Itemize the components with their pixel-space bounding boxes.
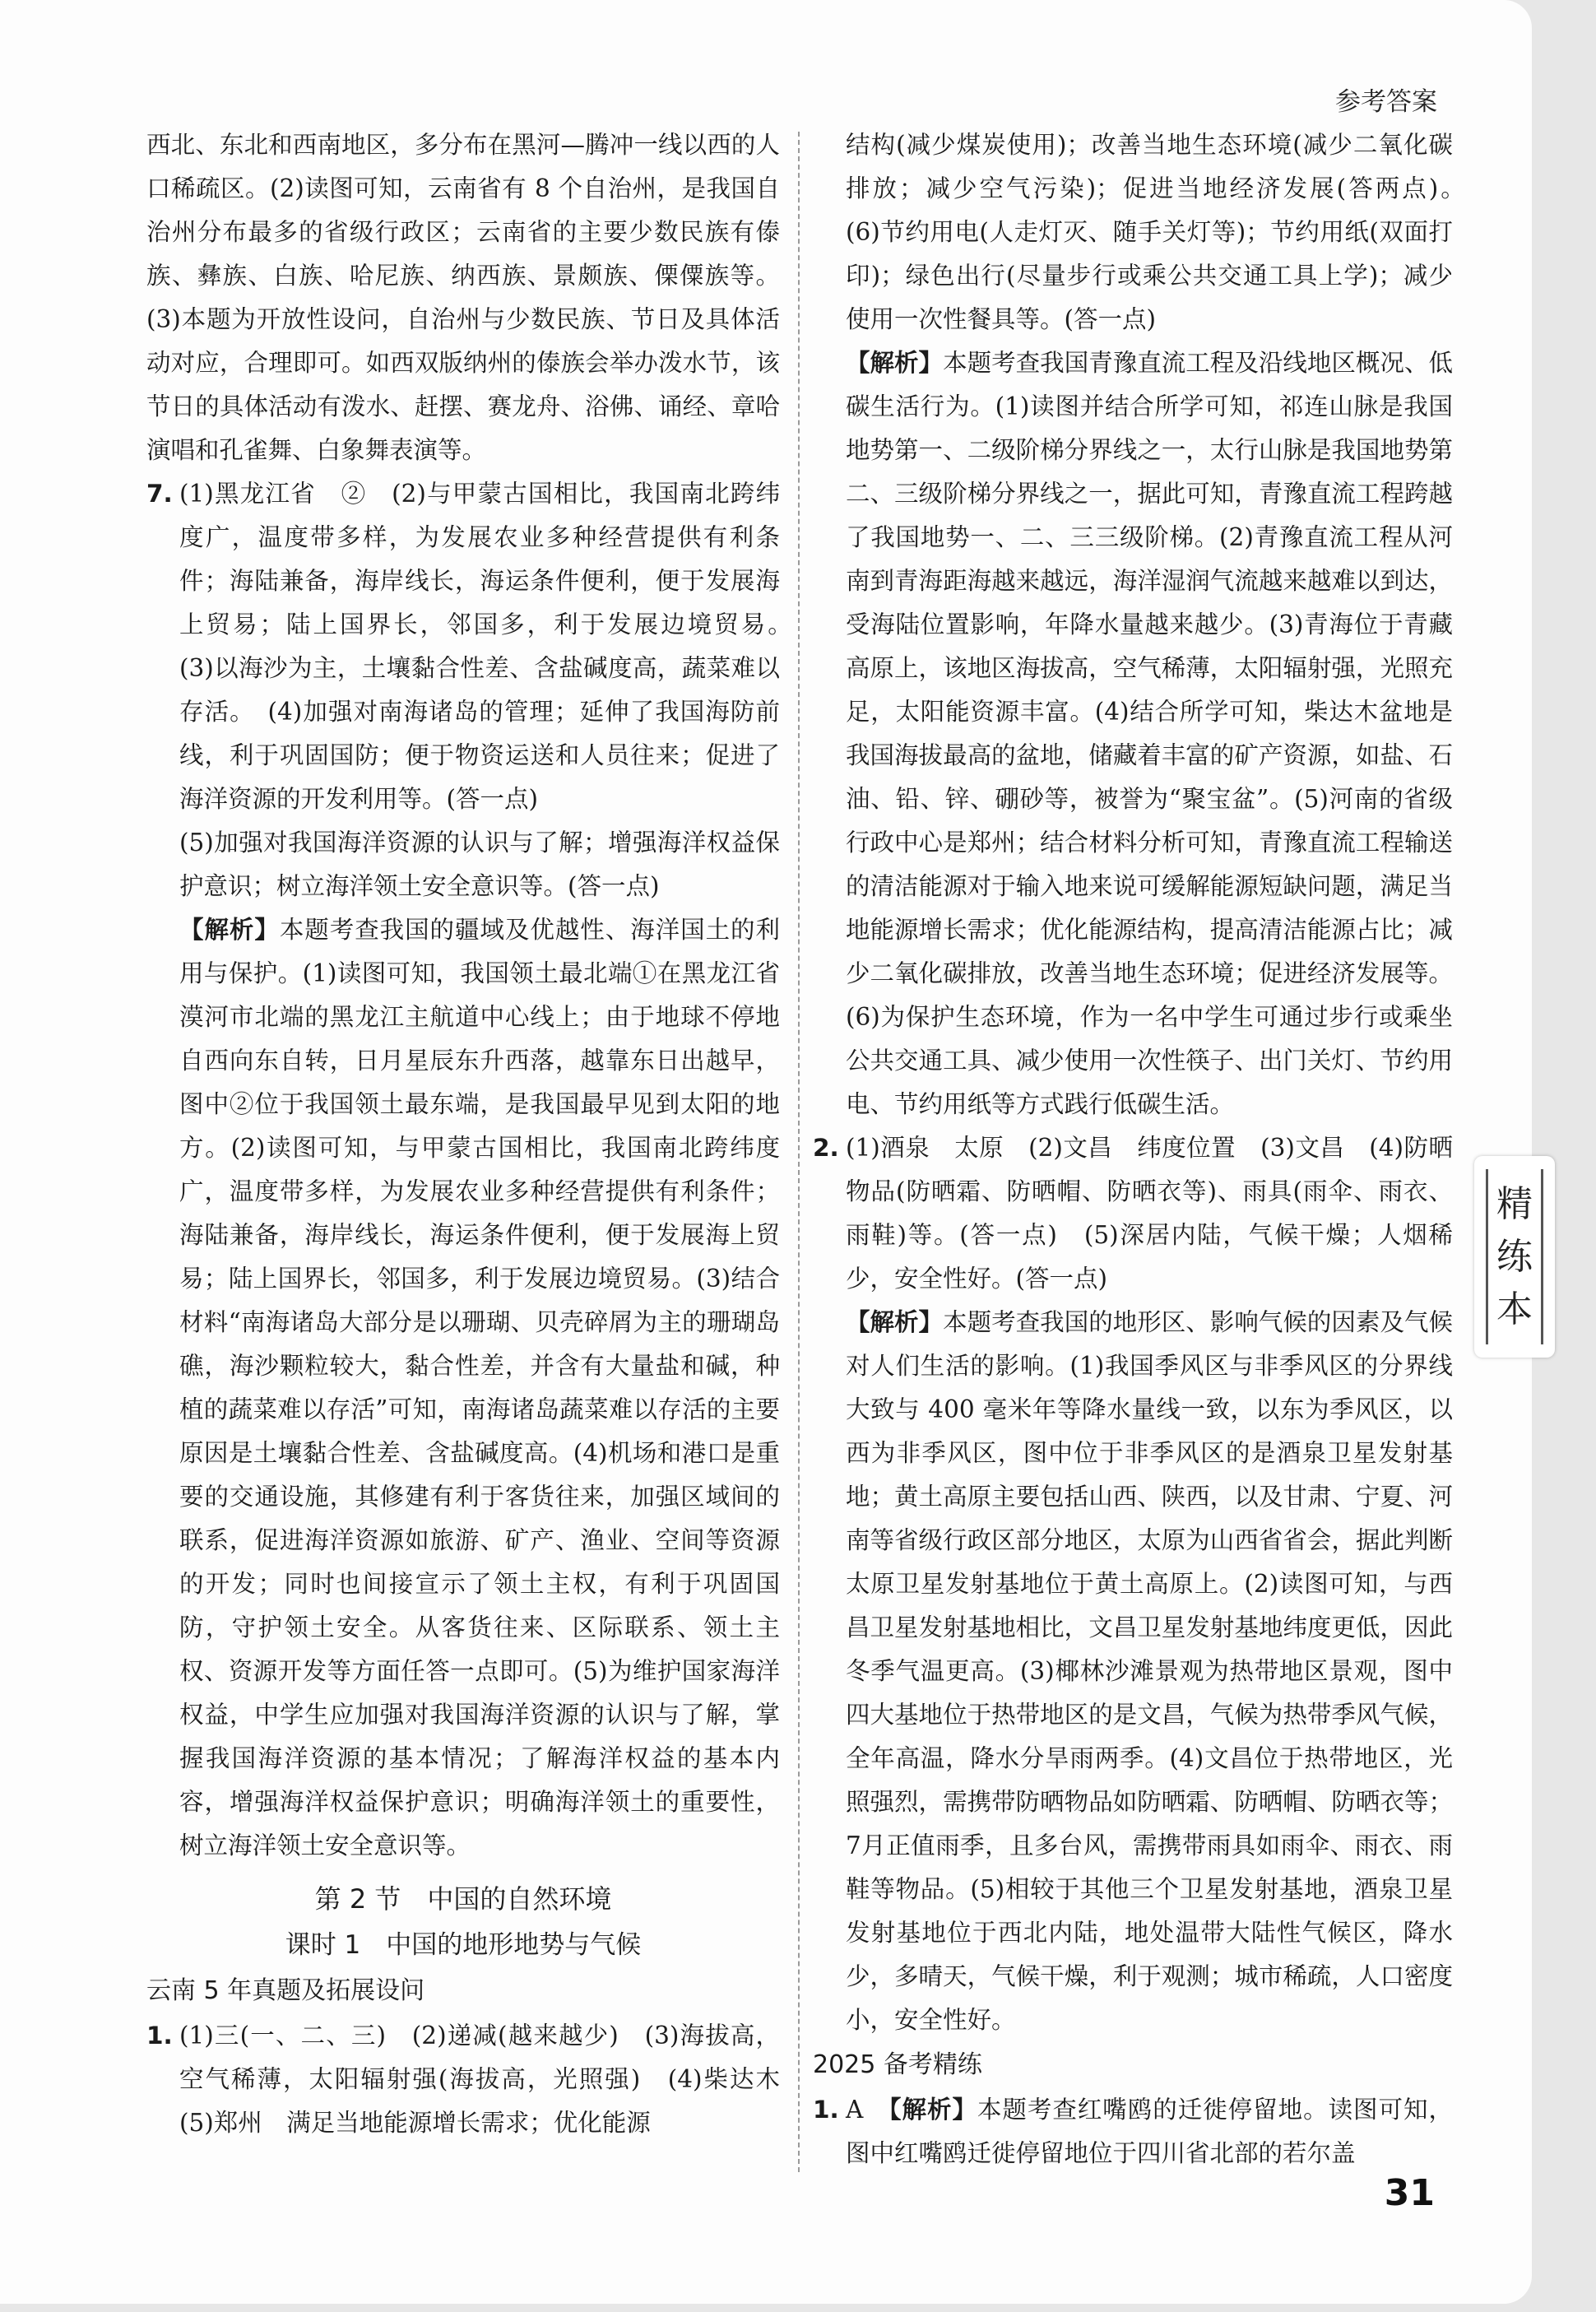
question-1 [146,2014,805,2145]
header-title: 参考答案 [1335,87,1437,117]
analysis-label: 【解析】 [846,349,944,377]
left-column [146,123,805,2145]
analysis-label: 【解析】 [888,2096,977,2124]
practice-question-1-number: 1. [813,2096,839,2124]
practice-question-1-analysis: 本题考查红嘴鸥的迁徙停留地。读图可知，图中红嘴鸥迁徙停留地位于四川省北部的若尔盖 [846,2096,1453,2167]
question-1-number: 1. [146,2022,173,2050]
left-continued-paragraph: 西北、东北和西南地区，多分布在黑河—腾冲一线以西的人口稀疏区。(2)读图可知，云南省有 8 个自治州，是我国自治州分布最多的省级行政区；云南省的主要少数民族有傣族、彝族、白族、哈尼族、纳西族、景颇族、傈僳族等。(3)本题为开放性设问，自治州与少数民族、节日及具体活动对应，合理即可。如西双版纳州的傣族会举办泼水节，该节日的具体活动有泼水、赶摆、赛龙舟、浴佛、诵经、章哈演唱和孔雀舞、白象舞表演等。 [146,131,780,464]
column-divider [798,132,800,2172]
practice-question-1 [813,2088,1453,2175]
question-7 [146,472,805,1868]
question-7-analysis: 本题考查我国的疆域及优越性、海洋国土的利用与保护。(1)读图可知，我国领土最北端①在黑龙江省漠河市北端的黑龙江主航道中心线上；由于地球不停地自西向东自转，日月星辰东升西落，越靠东日出越早，图中②位于我国领土最东端，是我国最早见到太阳的地方。(2)读图可知，与甲蒙古国相比，我国南北跨纬度广，温度带多样，为发展农业多种经营提供有利条件；海陆兼备，海岸线长，海运条件便利，便于发展海上贸易；陆上国界长，邻国多，利于发展边境贸易。(3)结合材料“南海诸岛大部分是以珊瑚、贝壳碎屑为主的珊瑚岛礁，海沙颗粒较大，黏合性差，并含有大量盐和碱，种植的蔬菜难以存活”可知，南海诸岛蔬菜难以存活的主要原因是土壤黏合性差、含盐碱度高。(4)机场和港口是重要的交通设施，其修建有利于客货往来，加强区域间的联系，促进海洋资源如旅游、矿产、渔业、空间等资源的开发；同时也间接宣示了领土主权，有利于巩固国防，守护领土安全。从客货往来、区际联系、领土主权、资源开发等方面任答一点即可。(5)为维护国家海洋权益，中学生应加强对我国海洋资源的认识与了解，掌握我国海洋资源的基本情况；了解海洋权益的基本内容，增强海洋权益保护意识；明确海洋领土的重要性，树立海洋领土安全意识等。 [179,916,780,1859]
question-1-answer: (1)三(一、二、三) (2)递减(越来越少) (3)海拔高，空气稀薄，太阳辐射强(海拔高，光照强) (4)柴达木 (5)郑州 满足当地能源增长需求；优化能源 [179,2022,805,2137]
side-tab-char-2: 练 [1496,1235,1533,1278]
right-continued-paragraph: 结构(减少煤炭使用)；改善当地生态环境(减少二氧化碳排放；减少空气污染)；促进当地经济发展(答两点)。 (6)节约用电(人走灯灭、随手关灯等)；节约用纸(双面打印)；绿色出行(尽量步行或乘公共交通工具上学)；减少使用一次性餐具等。(答一点) [846,131,1478,333]
question-1-analysis: 本题考查我国青豫直流工程及沿线地区概况、低碳生活行为。(1)读图并结合所学可知，祁连山脉是我国地势第一、二级阶梯分界线之一，太行山脉是我国地势第二、三级阶梯分界线之一，据此可知，青豫直流工程跨越了我国地势一、二、三三级阶梯。(2)青豫直流工程从河南到青海距海越来越远，海洋湿润气流越来越难以到达，受海陆位置影响，年降水量越来越少。(3)青海位于青藏高原上，该地区海拔高，空气稀薄，太阳辐射强，光照充足，太阳能资源丰富。(4)结合所学可知，柴达木盆地是我国海拔最高的盆地，储藏着丰富的矿产资源，如盐、石油、铅、锌、硼砂等，被誉为“聚宝盆”。(5)河南的省级行政中心是郑州；结合材料分析可知，青豫直流工程输送的清洁能源对于输入地来说可缓解能源短缺问题，满足当地能源增长需求；优化能源结构，提高清洁能源占比；减少二氧化碳排放，改善当地生态环境；促进经济发展等。(6)为保护生态环境，作为一名中学生可通过步行或乘坐公共交通工具、减少使用一次性筷子、出门关灯、节约用电、节约用纸等方式践行低碳生活。 [846,349,1453,1118]
question-7-number: 7. [146,480,173,508]
question-2-analysis: 本题考查我国的地形区、影响气候的因素及气候对人们生活的影响。(1)我国季风区与非季风区的分界线大致与 400 毫米年等降水量线一致，以东为季风区，以西为非季风区，图中位于非季风区的是酒泉卫星发射基地；黄土高原主要包括山西、陕西，以及甘肃、宁夏、河南等省级行政区部分地区，太原为山西省省会，据此判断太原卫星发射基地位于黄土高原上。(2)读图可知，与西昌卫星发射基地相比，文昌卫星发射基地纬度更低，因此冬季气温更高。(3)椰林沙滩景观为热带地区景观，图中四大基地位于热带地区的是文昌，气候为热带季风气候，全年高温，降水分旱雨两季。(4)文昌位于热带地区，光照强烈，需携带防晒物品如防晒霜、防晒帽、防晒衣等；7月正值雨季，且多台风，需携带雨具如雨伞、雨衣、雨鞋等物品。(5)相较于其他三个卫星发射基地，酒泉卫星发射基地位于西北内陆，地处温带大陆性气候区，降水少，多晴天，气候干燥，利于观测；城市稀疏，人口密度小，安全性好。 [846,1308,1453,2034]
analysis-label: 【解析】 [846,1308,944,1336]
page-number: 31 [1384,2172,1435,2214]
practice-question-1-choice: A [846,2096,864,2124]
question-2-answer: (1)酒泉 太原 (2)文昌 纬度位置 (3)文昌 (4)防晒物品(防晒霜、防晒帽、防晒衣等)、雨具(雨伞、雨衣、雨鞋)等。(答一点) (5)深居内陆，气候干燥；人烟稀少，安全性好。(答一点) [846,1134,1453,1293]
section-title: 第 2 节 中国的自然环境 [314,1883,612,1915]
subsection-title-exam: 云南 5 年真题及拓展设问 [146,1976,425,2005]
side-tab-char-1: 精 [1496,1182,1533,1225]
subsection-title-practice: 2025 备考精练 [813,2050,982,2079]
right-column [813,123,1478,2175]
side-tab [1474,1156,1555,1358]
side-tab-char-3: 本 [1496,1288,1533,1330]
question-1-continued [846,123,1478,1126]
lesson-title: 课时 1 中国的地形地势与气候 [285,1930,642,1960]
question-7-answer-5: (5)加强对我国海洋资源的认识与了解；增强海洋权益保护意识；树立海洋领土安全意识等。(答一点) [179,829,780,900]
question-7-answer: (1)黑龙江省 ② (2)与甲蒙古国相比，我国南北跨纬度广，温度带多样，为发展农业多种经营提供有利条件；海陆兼备，海岸线长，海运条件便利，便于发展海上贸易；陆上国界长，邻国多，利于发展边境贸易。 (3)以海沙为主，土壤黏合性差、含盐碱度高，蔬菜难以存活。 (4)加强对南海诸岛的管理；延伸了我国海防前线，利于巩固国防；便于物资运送和人员往来；促进了海洋资源的开发利用等。(答一点) [179,480,805,813]
question-2-number: 2. [813,1134,839,1162]
question-2 [813,1126,1453,2042]
analysis-label: 【解析】 [179,916,280,944]
